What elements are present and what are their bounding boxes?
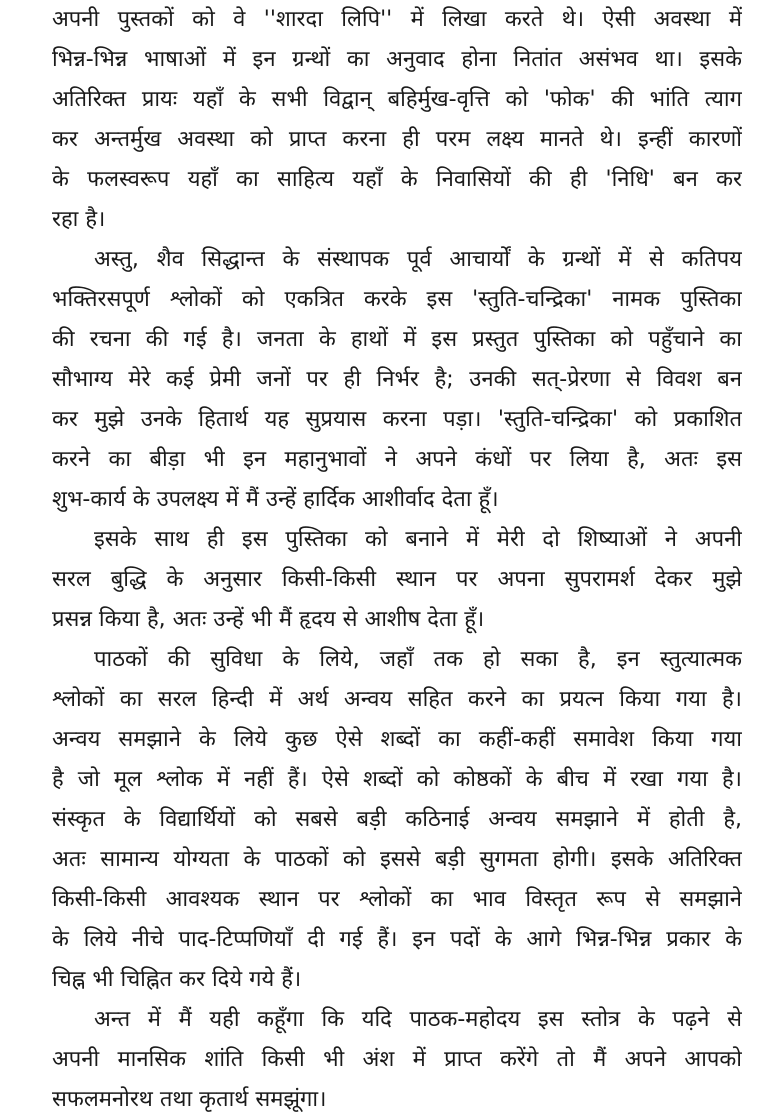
text-line: सौभाग्य मेरे कई प्रेमी जनों पर ही निर्भर है; उनकी सत्-प्रेरणा से विवश बन (52, 367, 742, 392)
text-line: सफलमनोरथ तथा कृतार्थ समझूंगा। (52, 1087, 327, 1112)
text-line: कर अन्तर्मुख अवस्था को प्राप्त करना ही परम लक्ष्य मानते थे। इन्हीं कारणों (52, 127, 742, 152)
text-line: प्रसन्न किया है, अतः उन्हें भी मैं हृदय से आशीष देता हूँ। (52, 607, 485, 632)
text-line: अतिरिक्त प्रायः यहाँ के सभी विद्वान् बहिर्मुख-वृत्ति को 'फोक' की भांति त्याग (52, 87, 742, 112)
text-line: अन्वय समझाने के लिये कुछ ऐसे शब्दों का कहीं-कहीं समावेश किया गया (52, 727, 742, 752)
text-line: अपनी मानसिक शांति किसी भी अंश में प्राप्त करेंगे तो मैं अपने आपको (52, 1047, 742, 1072)
text-line: शुभ-कार्य के उपलक्ष्य में मैं उन्हें हार्दिक आशीर्वाद देता हूँ। (52, 487, 499, 512)
text-line: रहा है। (52, 207, 106, 232)
text-line: के फलस्वरूप यहाँ का साहित्य यहाँ के निवासियों की ही 'निधि' बन कर (52, 167, 742, 192)
text-line: की रचना की गई है। जनता के हाथों में इस प्रस्तुत पुस्तिका को पहुँचाने का (52, 327, 742, 352)
text-line: संस्कृत के विद्यार्थियों को सबसे बड़ी कठिनाई अन्वय समझाने में होती है, (52, 807, 742, 832)
text-line: के लिये नीचे पाद-टिप्पणियाँ दी गई हैं। इन पदों के आगे भिन्न-भिन्न प्रकार के (52, 927, 742, 952)
text-line: अन्त में मैं यही कहूँगा कि यदि पाठक-महोदय इस स्तोत्र के पढ़ने से (94, 1007, 742, 1032)
text-line: सरल बुद्धि के अनुसार किसी-किसी स्थान पर अपना सुपरामर्श देकर मुझे (52, 567, 742, 592)
text-line: अपनी पुस्तकों को वे ''शारदा लिपि'' में लिखा करते थे। ऐसी अवस्था में (52, 7, 742, 32)
document-page (52, 0, 742, 1112)
text-line: किसी-किसी आवश्यक स्थान पर श्लोकों का भाव विस्तृत रूप से समझाने (52, 887, 742, 912)
text-line: इसके साथ ही इस पुस्तिका को बनाने में मेरी दो शिष्याओं ने अपनी (94, 527, 742, 552)
text-line: कर मुझे उनके हितार्थ यह सुप्रयास करना पड़ा। 'स्तुति-चन्द्रिका' को प्रकाशित (52, 407, 742, 432)
text-line: करने का बीड़ा भी इन महानुभावों ने अपने कंधों पर लिया है, अतः इस (52, 447, 742, 472)
text-line: है जो मूल श्लोक में नहीं हैं। ऐसे शब्दों को कोष्ठकों के बीच में रखा गया है। (52, 767, 742, 792)
text-line: भक्तिरसपूर्ण श्लोकों को एकत्रित करके इस 'स्तुति-चन्द्रिका' नामक पुस्तिका (52, 287, 742, 312)
text-line: भिन्न-भिन्न भाषाओं में इन ग्रन्थों का अनुवाद होना नितांत असंभव था। इसके (52, 47, 742, 72)
text-line: श्लोकों का सरल हिन्दी में अर्थ अन्वय सहित करने का प्रयत्न किया गया है। (52, 687, 742, 712)
text-line: पाठकों की सुविधा के लिये, जहाँ तक हो सका है, इन स्तुत्यात्मक (94, 647, 742, 672)
text-line: अतः सामान्य योग्यता के पाठकों को इससे बड़ी सुगमता होगी। इसके अतिरिक्त (52, 847, 742, 872)
text-line: अस्तु, शैव सिद्धान्त के संस्थापक पूर्व आचार्यों के ग्रन्थों में से कतिपय (94, 247, 742, 272)
text-line: चिह्न भी चिह्नित कर दिये गये हैं। (52, 967, 302, 992)
